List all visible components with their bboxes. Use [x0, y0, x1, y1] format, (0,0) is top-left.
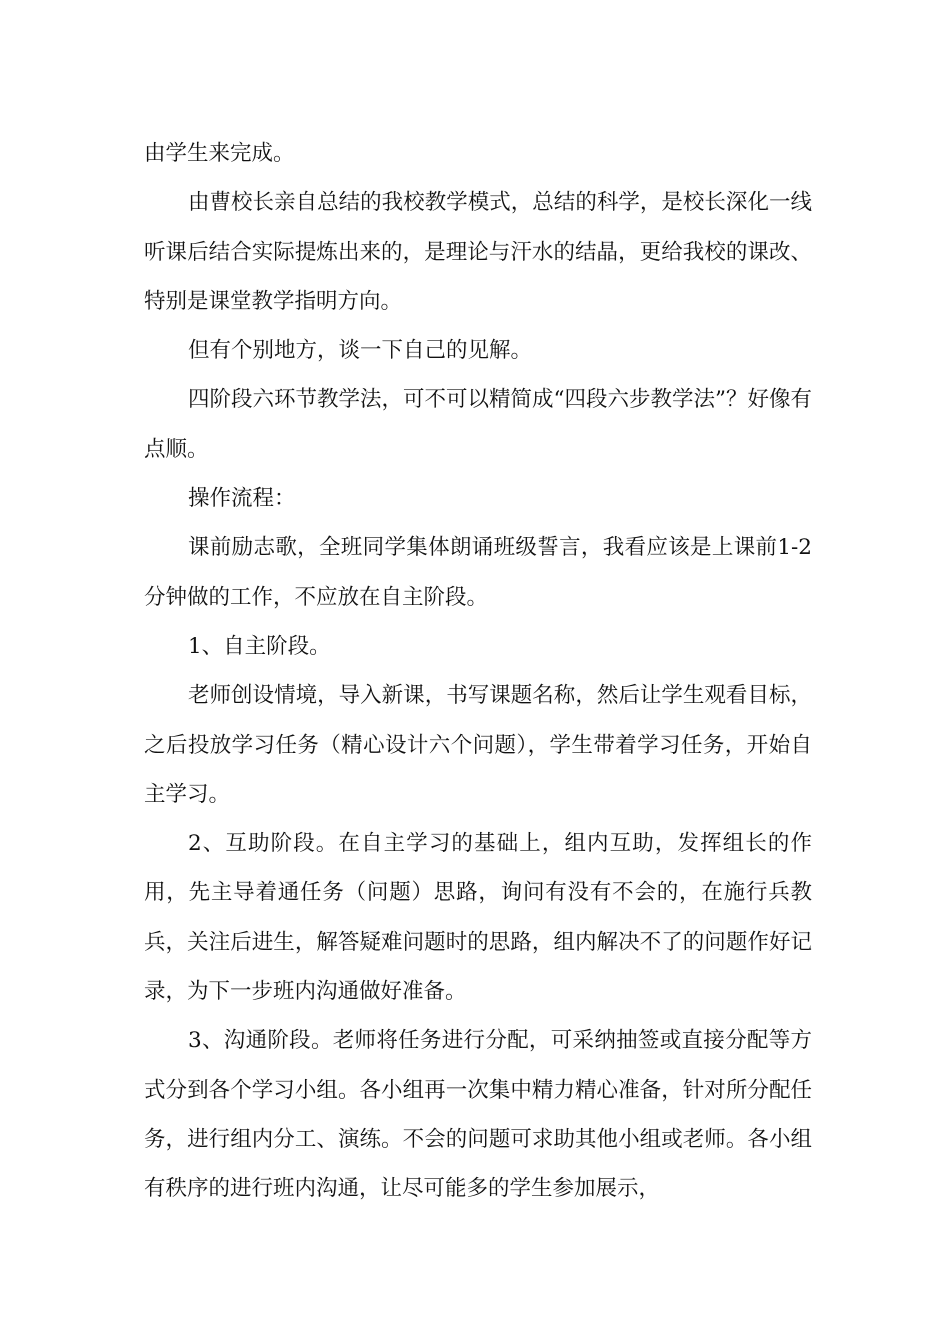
- paragraph-model-summary: 由曹校长亲自总结的我校教学模式，总结的科学，是校长深化一线听课后结合实际提炼出来的，是理论与汗水的结晶，更给我校的课改、特别是课堂教学指明方向。: [144, 190, 812, 314]
- paragraph-stage-3: 3、沟通阶段。老师将任务进行分配，可采纳抽签或直接分配等方式分到各个学习小组。各小组再一次集中精力精心准备，针对所分配任务，进行组内分工、演练。不会的问题可求助其他小组或老师。各小组有秩序的进行班内沟通，让尽可能多的学生参加展示，: [144, 1028, 812, 1202]
- paragraph-stage-1-body: 老师创设情境，导入新课，书写课题名称，然后让学生观看目标，之后投放学习任务（精心设计六个问题），学生带着学习任务，开始自主学习。: [144, 683, 812, 807]
- document-body: [144, 129, 812, 1214]
- paragraph-stage-1-heading: 1、自主阶段。: [188, 633, 331, 659]
- paragraph-process-heading: 操作流程：: [188, 486, 296, 512]
- paragraph-pre-class: 课前励志歌，全班同学集体朗诵班级誓言，我看应该是上课前1-2分钟做的工作，不应放在自主阶段。: [144, 535, 812, 610]
- paragraph-opinion-intro: 但有个别地方，谈一下自己的见解。: [188, 338, 533, 364]
- paragraph-method-name: 四阶段六环节教学法，可不可以精简成“四段六步教学法”？好像有点顺。: [144, 387, 812, 462]
- paragraph-continuation: 由学生来完成。: [144, 141, 295, 166]
- paragraph-stage-2: 2、互助阶段。在自主学习的基础上，组内互助，发挥组长的作用，先主导着通任务（问题）思路，询问有没有不会的，在施行兵教兵，关注后进生，解答疑难问题时的思路，组内解决不了的问题作好记录，为下一步班内沟通做好准备。: [144, 831, 812, 1005]
